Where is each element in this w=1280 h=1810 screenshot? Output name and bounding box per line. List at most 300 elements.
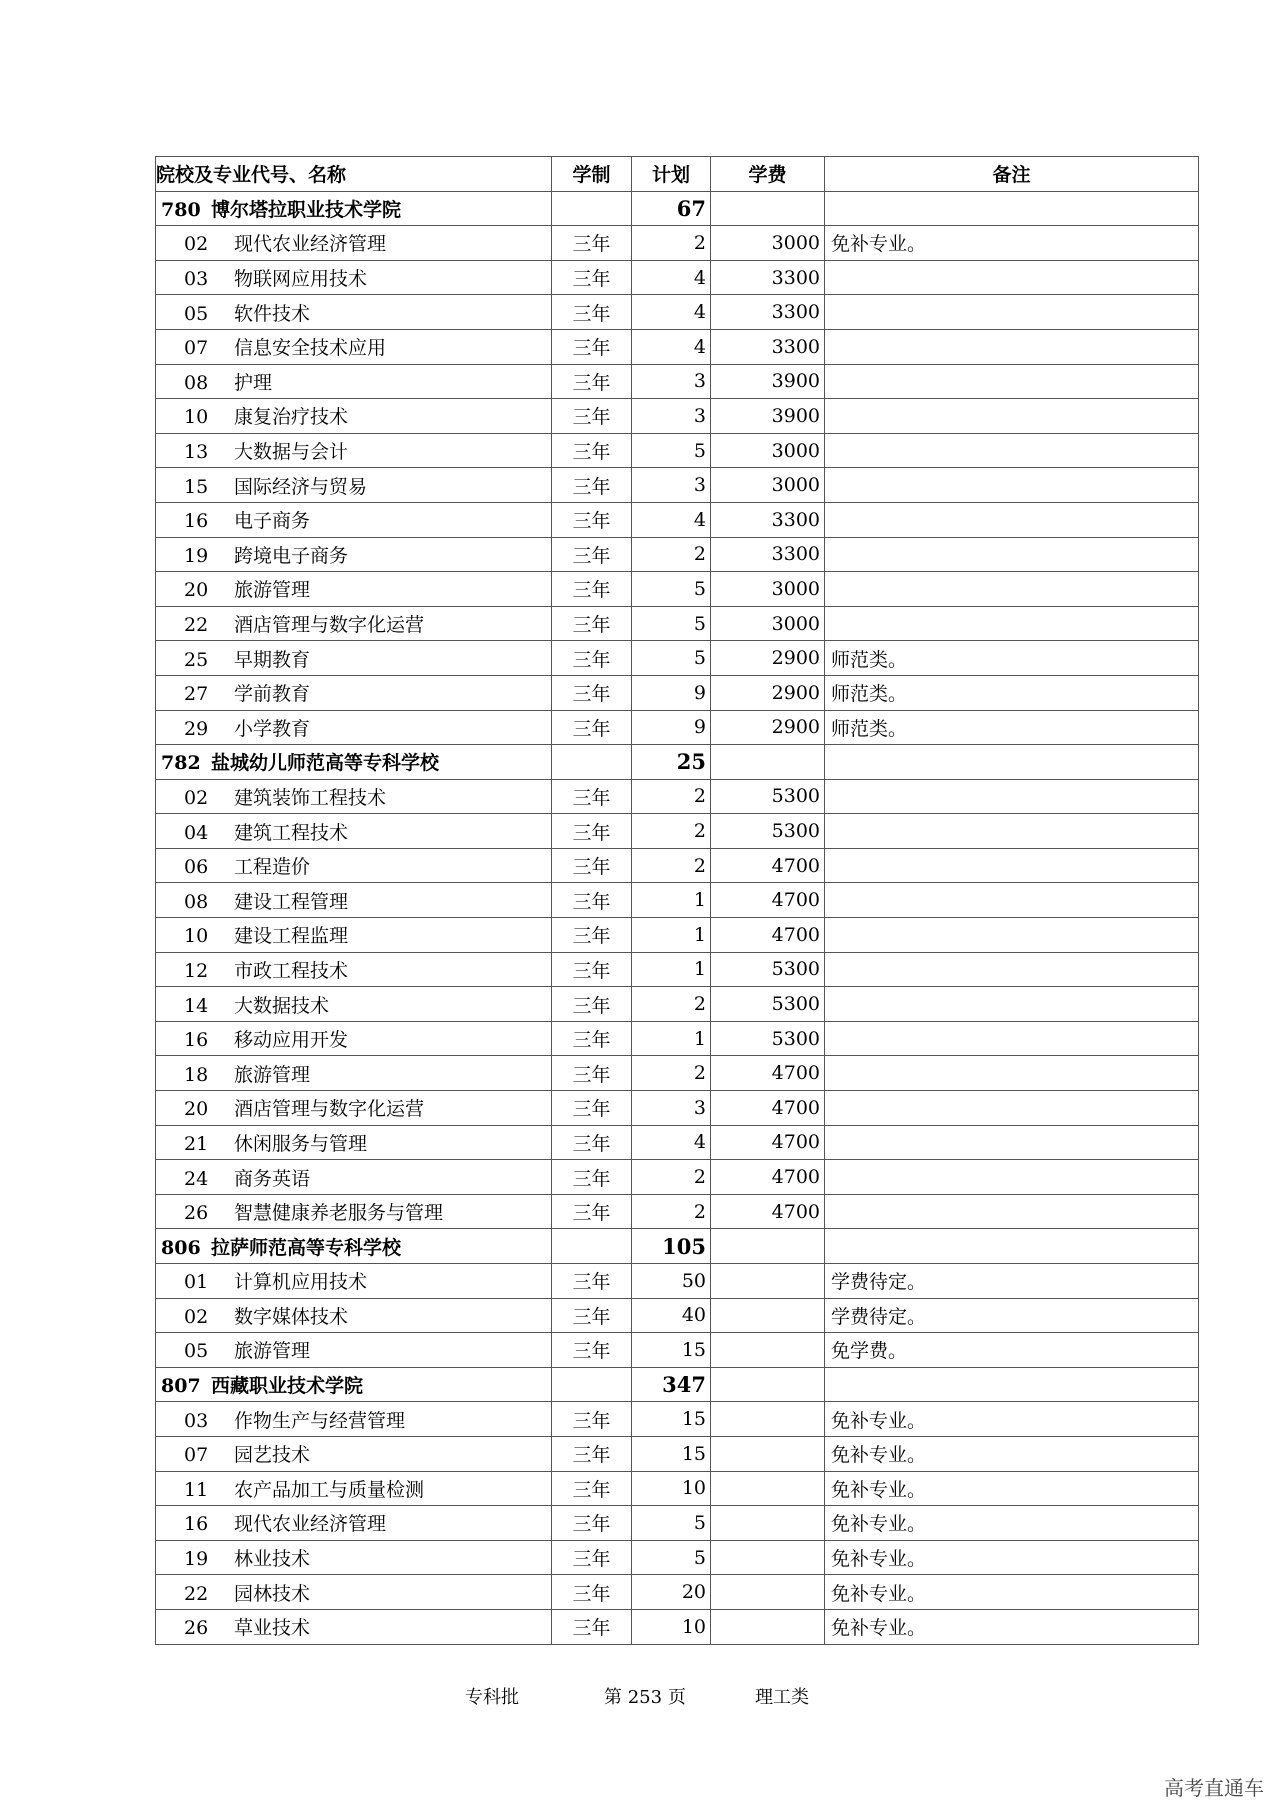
- major-note: [825, 329, 1199, 364]
- major-plan: 1: [632, 918, 711, 953]
- major-fee: [711, 1609, 825, 1644]
- major-plan: 3: [632, 399, 711, 434]
- school-fee: [711, 191, 825, 226]
- school-code: 806: [161, 1236, 201, 1259]
- major-code: 06: [184, 856, 209, 879]
- major-duration: 三年: [552, 952, 632, 987]
- school-plan: [632, 191, 711, 226]
- major-note: 师范类。: [825, 675, 1199, 710]
- major-plan: 40: [632, 1298, 711, 1333]
- major-row: [156, 1021, 1199, 1056]
- major-name-cell: [156, 1021, 552, 1056]
- school-name: 博尔塔拉职业技术学院: [211, 198, 402, 221]
- major-name: 国际经济与贸易: [234, 475, 368, 498]
- school-fee: [711, 1367, 825, 1402]
- major-duration: 三年: [552, 260, 632, 295]
- major-name: 建筑工程技术: [234, 821, 349, 844]
- major-duration: 三年: [552, 1160, 632, 1195]
- major-duration: 三年: [552, 1402, 632, 1437]
- major-fee: [711, 1471, 825, 1506]
- major-name-cell: [156, 710, 552, 745]
- major-note: 免学费。: [825, 1333, 1199, 1368]
- major-note: [825, 433, 1199, 468]
- major-name-cell: [156, 1575, 552, 1610]
- major-fee: 4700: [711, 1160, 825, 1195]
- major-plan: 5: [632, 1506, 711, 1541]
- major-row: [156, 1056, 1199, 1091]
- major-name-cell: [156, 1436, 552, 1471]
- major-duration: 三年: [552, 1540, 632, 1575]
- school-row: [156, 1229, 1199, 1264]
- major-name-cell: [156, 1091, 552, 1126]
- major-note: 免补专业。: [825, 1506, 1199, 1541]
- major-name: 草业技术: [234, 1617, 311, 1640]
- major-plan: 2: [632, 226, 711, 261]
- major-name: 酒店管理与数字化运营: [234, 1098, 425, 1121]
- major-fee: 5300: [711, 987, 825, 1022]
- major-plan: 5: [632, 606, 711, 641]
- major-duration: 三年: [552, 641, 632, 676]
- major-row: [156, 295, 1199, 330]
- major-name: 旅游管理: [234, 1340, 311, 1363]
- major-code: 22: [184, 1582, 209, 1605]
- major-row: [156, 1609, 1199, 1644]
- major-code: 26: [184, 1617, 209, 1640]
- major-name: 现代农业经济管理: [234, 1513, 387, 1536]
- school-note: [825, 1229, 1199, 1264]
- major-fee: [711, 1575, 825, 1610]
- major-name-cell: [156, 918, 552, 953]
- major-name-cell: [156, 1160, 552, 1195]
- major-duration: 三年: [552, 1436, 632, 1471]
- school-duration: [552, 191, 632, 226]
- school-row: [156, 191, 1199, 226]
- major-row: [156, 710, 1199, 745]
- major-name-cell: [156, 329, 552, 364]
- header-note: 备注: [825, 157, 1199, 192]
- major-name: 大数据技术: [234, 994, 330, 1017]
- major-plan: 15: [632, 1402, 711, 1437]
- major-code: 20: [184, 579, 209, 602]
- major-plan: 9: [632, 710, 711, 745]
- major-code: 26: [184, 1202, 209, 1225]
- major-row: [156, 1160, 1199, 1195]
- major-note: [825, 295, 1199, 330]
- major-row: [156, 848, 1199, 883]
- major-code: 20: [184, 1098, 209, 1121]
- major-row: [156, 1436, 1199, 1471]
- major-note: [825, 848, 1199, 883]
- header-plan: 计划: [632, 157, 711, 192]
- major-fee: 4700: [711, 918, 825, 953]
- major-row: [156, 1091, 1199, 1126]
- major-row: [156, 1333, 1199, 1368]
- major-plan: 3: [632, 364, 711, 399]
- major-fee: 2900: [711, 675, 825, 710]
- major-note: [825, 779, 1199, 814]
- major-fee: 4700: [711, 1194, 825, 1229]
- major-note: 免补专业。: [825, 1540, 1199, 1575]
- school-plan-value: 67: [676, 195, 706, 221]
- major-duration: 三年: [552, 433, 632, 468]
- major-name: 休闲服务与管理: [234, 1132, 368, 1155]
- major-name: 作物生产与经营管理: [234, 1409, 406, 1432]
- major-plan: 15: [632, 1436, 711, 1471]
- major-plan: 2: [632, 1160, 711, 1195]
- major-fee: [711, 1436, 825, 1471]
- major-code: 03: [184, 268, 209, 291]
- major-name-cell: [156, 1402, 552, 1437]
- major-name: 信息安全技术应用: [234, 337, 387, 360]
- major-duration: 三年: [552, 1091, 632, 1126]
- major-plan: 10: [632, 1471, 711, 1506]
- major-name: 工程造价: [234, 856, 311, 879]
- major-name: 园艺技术: [234, 1444, 311, 1467]
- major-fee: 5300: [711, 1021, 825, 1056]
- major-plan: 3: [632, 468, 711, 503]
- major-name-cell: [156, 433, 552, 468]
- major-plan: 1: [632, 952, 711, 987]
- major-fee: 2900: [711, 641, 825, 676]
- major-fee: 4700: [711, 1091, 825, 1126]
- major-row: [156, 364, 1199, 399]
- major-code: 14: [184, 994, 209, 1017]
- major-fee: [711, 1402, 825, 1437]
- major-duration: 三年: [552, 814, 632, 849]
- major-code: 29: [184, 717, 209, 740]
- major-duration: 三年: [552, 1125, 632, 1160]
- table-body: [156, 191, 1199, 1644]
- major-row: [156, 1471, 1199, 1506]
- major-fee: 4700: [711, 1125, 825, 1160]
- school-name-cell: [156, 745, 552, 780]
- major-name-cell: [156, 572, 552, 607]
- major-fee: 3000: [711, 468, 825, 503]
- major-name: 物联网应用技术: [234, 268, 368, 291]
- major-fee: [711, 1333, 825, 1368]
- major-name: 旅游管理: [234, 579, 311, 602]
- major-code: 04: [184, 821, 209, 844]
- major-name-cell: [156, 606, 552, 641]
- major-duration: 三年: [552, 295, 632, 330]
- major-fee: 2900: [711, 710, 825, 745]
- school-code: 780: [161, 198, 201, 221]
- major-name: 现代农业经济管理: [234, 233, 387, 256]
- major-duration: 三年: [552, 1264, 632, 1299]
- major-name-cell: [156, 260, 552, 295]
- major-name: 林业技术: [234, 1548, 311, 1571]
- major-fee: 4700: [711, 883, 825, 918]
- major-plan: 50: [632, 1264, 711, 1299]
- major-note: [825, 502, 1199, 537]
- major-name-cell: [156, 1264, 552, 1299]
- major-name: 学前教育: [234, 683, 311, 706]
- major-note: 免补专业。: [825, 1471, 1199, 1506]
- school-plan: [632, 1229, 711, 1264]
- major-note: [825, 572, 1199, 607]
- major-code: 08: [184, 371, 209, 394]
- major-plan: 5: [632, 641, 711, 676]
- school-duration: [552, 1229, 632, 1264]
- major-code: 22: [184, 614, 209, 637]
- major-fee: 3300: [711, 260, 825, 295]
- major-name: 建设工程监理: [234, 925, 349, 948]
- major-fee: 3300: [711, 537, 825, 572]
- major-plan: 10: [632, 1609, 711, 1644]
- major-note: [825, 1125, 1199, 1160]
- major-note: 师范类。: [825, 641, 1199, 676]
- major-name-cell: [156, 468, 552, 503]
- school-note: [825, 191, 1199, 226]
- major-code: 05: [184, 302, 209, 325]
- major-row: [156, 952, 1199, 987]
- major-note: [825, 399, 1199, 434]
- footer-page-number: 253: [627, 1687, 663, 1708]
- major-note: [825, 364, 1199, 399]
- major-name: 大数据与会计: [234, 441, 349, 464]
- major-fee: 3300: [711, 295, 825, 330]
- major-row: [156, 641, 1199, 676]
- footer-batch: 专科批: [465, 1687, 519, 1708]
- school-name-cell: [156, 1229, 552, 1264]
- major-row: [156, 675, 1199, 710]
- major-note: [825, 1021, 1199, 1056]
- major-row: [156, 1540, 1199, 1575]
- major-name: 康复治疗技术: [234, 406, 349, 429]
- major-fee: 5300: [711, 952, 825, 987]
- major-code: 10: [184, 406, 209, 429]
- major-row: [156, 1125, 1199, 1160]
- school-duration: [552, 745, 632, 780]
- major-row: [156, 502, 1199, 537]
- major-row: [156, 814, 1199, 849]
- major-code: 12: [184, 959, 209, 982]
- major-row: [156, 1402, 1199, 1437]
- major-duration: 三年: [552, 710, 632, 745]
- major-row: [156, 1298, 1199, 1333]
- major-name: 建设工程管理: [234, 890, 349, 913]
- school-row: [156, 1367, 1199, 1402]
- major-row: [156, 918, 1199, 953]
- major-name-cell: [156, 1333, 552, 1368]
- school-name: 拉萨师范高等专科学校: [211, 1236, 402, 1259]
- major-duration: 三年: [552, 1021, 632, 1056]
- major-duration: 三年: [552, 1575, 632, 1610]
- school-row: [156, 745, 1199, 780]
- watermark-text: 高考直通车: [1164, 1776, 1264, 1800]
- major-name: 建筑装饰工程技术: [234, 786, 387, 809]
- major-plan: 4: [632, 1125, 711, 1160]
- major-name-cell: [156, 1471, 552, 1506]
- major-name-cell: [156, 987, 552, 1022]
- footer-page: [604, 1683, 686, 1709]
- major-duration: 三年: [552, 537, 632, 572]
- school-code: 782: [161, 752, 201, 775]
- major-duration: 三年: [552, 606, 632, 641]
- major-code: 01: [184, 1271, 209, 1294]
- major-name: 市政工程技术: [234, 959, 349, 982]
- major-plan: 5: [632, 433, 711, 468]
- major-name-cell: [156, 814, 552, 849]
- major-fee: 3300: [711, 502, 825, 537]
- major-code: 02: [184, 233, 209, 256]
- school-fee: [711, 1229, 825, 1264]
- major-name-cell: [156, 952, 552, 987]
- major-name: 酒店管理与数字化运营: [234, 614, 425, 637]
- major-duration: 三年: [552, 1194, 632, 1229]
- major-plan: 2: [632, 779, 711, 814]
- major-row: [156, 1575, 1199, 1610]
- major-note: [825, 537, 1199, 572]
- major-name-cell: [156, 537, 552, 572]
- major-row: [156, 572, 1199, 607]
- major-duration: 三年: [552, 1609, 632, 1644]
- major-note: [825, 606, 1199, 641]
- major-duration: 三年: [552, 848, 632, 883]
- school-plan-value: 25: [676, 749, 706, 775]
- header-fee: 学费: [711, 157, 825, 192]
- major-plan: 2: [632, 1194, 711, 1229]
- major-row: [156, 468, 1199, 503]
- major-plan: 5: [632, 572, 711, 607]
- major-name: 小学教育: [234, 717, 311, 740]
- major-row: [156, 1194, 1199, 1229]
- major-name-cell: [156, 779, 552, 814]
- major-row: [156, 399, 1199, 434]
- major-code: 05: [184, 1340, 209, 1363]
- major-plan: 2: [632, 537, 711, 572]
- school-name: 盐城幼儿师范高等专科学校: [211, 752, 440, 775]
- major-plan: 4: [632, 260, 711, 295]
- major-code: 15: [184, 475, 209, 498]
- major-fee: 4700: [711, 848, 825, 883]
- major-plan: 3: [632, 1091, 711, 1126]
- major-code: 21: [184, 1132, 209, 1155]
- school-plan: [632, 745, 711, 780]
- school-plan: [632, 1367, 711, 1402]
- school-note: [825, 1367, 1199, 1402]
- major-name: 农产品加工与质量检测: [234, 1478, 425, 1501]
- major-fee: [711, 1506, 825, 1541]
- major-row: [156, 883, 1199, 918]
- major-name: 数字媒体技术: [234, 1305, 349, 1328]
- major-fee: 3300: [711, 329, 825, 364]
- major-name: 移动应用开发: [234, 1029, 349, 1052]
- major-code: 24: [184, 1167, 209, 1190]
- major-name-cell: [156, 502, 552, 537]
- major-note: [825, 1056, 1199, 1091]
- major-row: [156, 329, 1199, 364]
- major-duration: 三年: [552, 1333, 632, 1368]
- school-plan-value: 347: [662, 1372, 706, 1398]
- major-code: 16: [184, 1029, 209, 1052]
- table-header-row: [156, 157, 1199, 192]
- major-plan: 9: [632, 675, 711, 710]
- school-fee: [711, 745, 825, 780]
- major-plan: 4: [632, 502, 711, 537]
- school-code: 807: [161, 1375, 201, 1398]
- major-name-cell: [156, 883, 552, 918]
- major-note: [825, 987, 1199, 1022]
- major-row: [156, 537, 1199, 572]
- major-name: 跨境电子商务: [234, 544, 349, 567]
- major-note: 免补专业。: [825, 1402, 1199, 1437]
- major-name: 电子商务: [234, 510, 311, 533]
- footer-page-prefix: 第: [604, 1687, 622, 1708]
- major-code: 25: [184, 648, 209, 671]
- major-note: 免补专业。: [825, 1436, 1199, 1471]
- major-duration: 三年: [552, 1506, 632, 1541]
- major-name-cell: [156, 641, 552, 676]
- major-duration: 三年: [552, 572, 632, 607]
- major-note: 免补专业。: [825, 1609, 1199, 1644]
- major-row: [156, 1506, 1199, 1541]
- major-note: [825, 918, 1199, 953]
- header-duration: 学制: [552, 157, 632, 192]
- major-row: [156, 1264, 1199, 1299]
- major-name-cell: [156, 1194, 552, 1229]
- major-note: [825, 468, 1199, 503]
- major-code: 19: [184, 1548, 209, 1571]
- major-name-cell: [156, 1540, 552, 1575]
- major-fee: 3000: [711, 433, 825, 468]
- major-code: 16: [184, 1513, 209, 1536]
- major-name: 护理: [234, 371, 273, 394]
- major-name-cell: [156, 1125, 552, 1160]
- major-plan: 1: [632, 1021, 711, 1056]
- major-name-cell: [156, 364, 552, 399]
- major-plan: 4: [632, 295, 711, 330]
- major-note: 学费待定。: [825, 1264, 1199, 1299]
- major-fee: [711, 1540, 825, 1575]
- major-duration: 三年: [552, 226, 632, 261]
- major-fee: 3000: [711, 606, 825, 641]
- major-name-cell: [156, 1298, 552, 1333]
- admission-plan-table: [155, 156, 1199, 1645]
- major-name: 智慧健康养老服务与管理: [234, 1202, 444, 1225]
- major-name-cell: [156, 848, 552, 883]
- major-plan: 2: [632, 848, 711, 883]
- major-note: 免补专业。: [825, 226, 1199, 261]
- footer-page-suffix: 页: [667, 1687, 686, 1708]
- major-name: 早期教育: [234, 648, 311, 671]
- major-fee: 5300: [711, 779, 825, 814]
- major-row: [156, 433, 1199, 468]
- major-name-cell: [156, 226, 552, 261]
- major-code: 08: [184, 890, 209, 913]
- major-code: 27: [184, 683, 209, 706]
- major-fee: 4700: [711, 1056, 825, 1091]
- major-code: 11: [184, 1478, 209, 1501]
- footer-category: 理工类: [755, 1687, 809, 1708]
- major-code: 02: [184, 1305, 209, 1328]
- major-row: [156, 260, 1199, 295]
- major-row: [156, 779, 1199, 814]
- major-name: 园林技术: [234, 1582, 311, 1605]
- major-duration: 三年: [552, 675, 632, 710]
- major-plan: 5: [632, 1540, 711, 1575]
- major-duration: 三年: [552, 1298, 632, 1333]
- major-code: 19: [184, 544, 209, 567]
- major-note: 免补专业。: [825, 1575, 1199, 1610]
- school-name-cell: [156, 1367, 552, 1402]
- major-note: [825, 952, 1199, 987]
- major-note: [825, 1194, 1199, 1229]
- school-name: 西藏职业技术学院: [211, 1375, 364, 1398]
- major-code: 02: [184, 786, 209, 809]
- major-note: [825, 883, 1199, 918]
- major-plan: 2: [632, 1056, 711, 1091]
